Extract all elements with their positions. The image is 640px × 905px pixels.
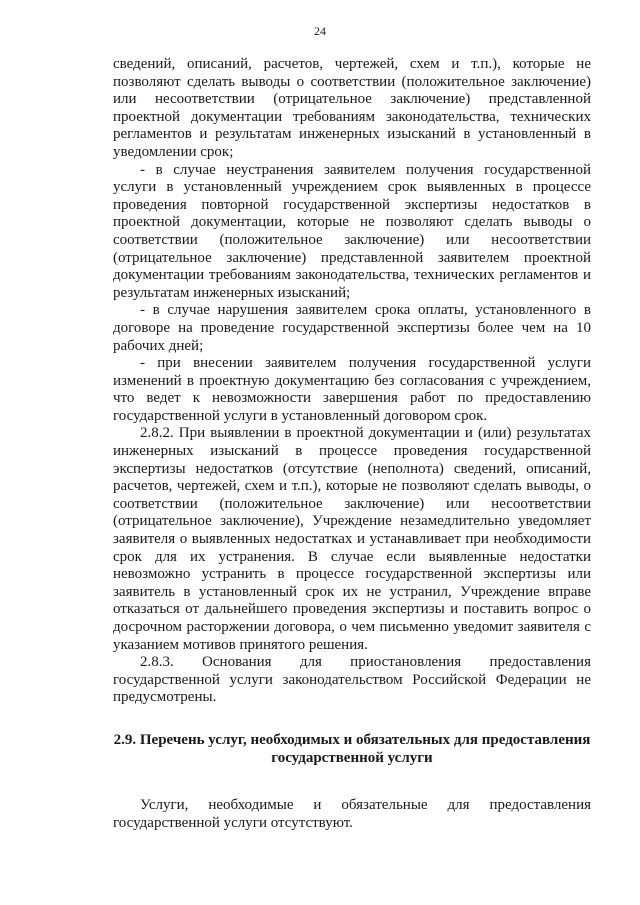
paragraph-continuation: сведений, описаний, расчетов, чертежей, схем и т.п.), которые не позволяют сделать выводы о соответствии (положительное заключение) или несоответствии (отрицательное заключение) представленной проектной документации требованиям законодательства, технических регламентов и результатам инженерных изысканий в установленный в уведомлении срок; [113,56,591,160]
paragraph-failure-to-fix: - в случае неустранения заявителем получения государственной услуги в установленный учреждением срок выявленных в процессе проведения повторной государственной экспертизы недостатков в проектной документации, которые не позволяют сделать выводы о соответствии (положительное заключение) или несоответствии (отрицательное заключение) представленной заявителем проектной документации требованиям законодательства, технических регламентов и результатам инженерных изысканий; [113,161,591,301]
section-heading-2-9: 2.9. Перечень услуг, необходимых и обязательных для предоставления государственной услуги [113,731,591,766]
paragraph-unapproved-changes: - при внесении заявителем получения государственной услуги изменений в проектную документацию без согласования с учреждением, что ведет к невозможности завершения работ по предоставлению государственной услуги в установленный договором срок. [113,355,591,424]
page-number: 24 [314,24,326,38]
paragraph-2-8-3: 2.8.3. Основания для приостановления предоставления государственной услуги законодательством Российской Федерации не предусмотрены. [113,654,591,706]
document-body [113,56,591,832]
paragraph-services-absent: Услуги, необходимые и обязательные для предоставления государственной услуги отсутствуют. [113,796,591,831]
paragraph-payment-violation: - в случае нарушения заявителем срока оплаты, установленного в договоре на проведение государственной экспертизы более чем на 10 рабочих дней; [113,302,591,354]
paragraph-2-8-2: 2.8.2. При выявлении в проектной документации и (или) результатах инженерных изысканий в процессе проведения государственной экспертизы недостатков (отсутствие (неполнота) сведений, описаний, расчетов, чертежей, схем и т.п.), которые не позволяют сделать выводы, о соответствии (положительное заключение) или несоответствии (отрицательное заключение), Учреждение незамедлительно уведомляет заявителя о выявленных недостатках и устанавливает при необходимости срок для их устранения. В случае если выявленные недостатки невозможно устранить в процессе государственной экспертизы или заявитель в установленный срок их не устранил, Учреждение вправе отказаться от дальнейшего проведения экспертизы и поставить вопрос о досрочном расторжении договора, о чем письменно уведомит заявителя с указанием мотивов принятого решения. [113,425,591,653]
